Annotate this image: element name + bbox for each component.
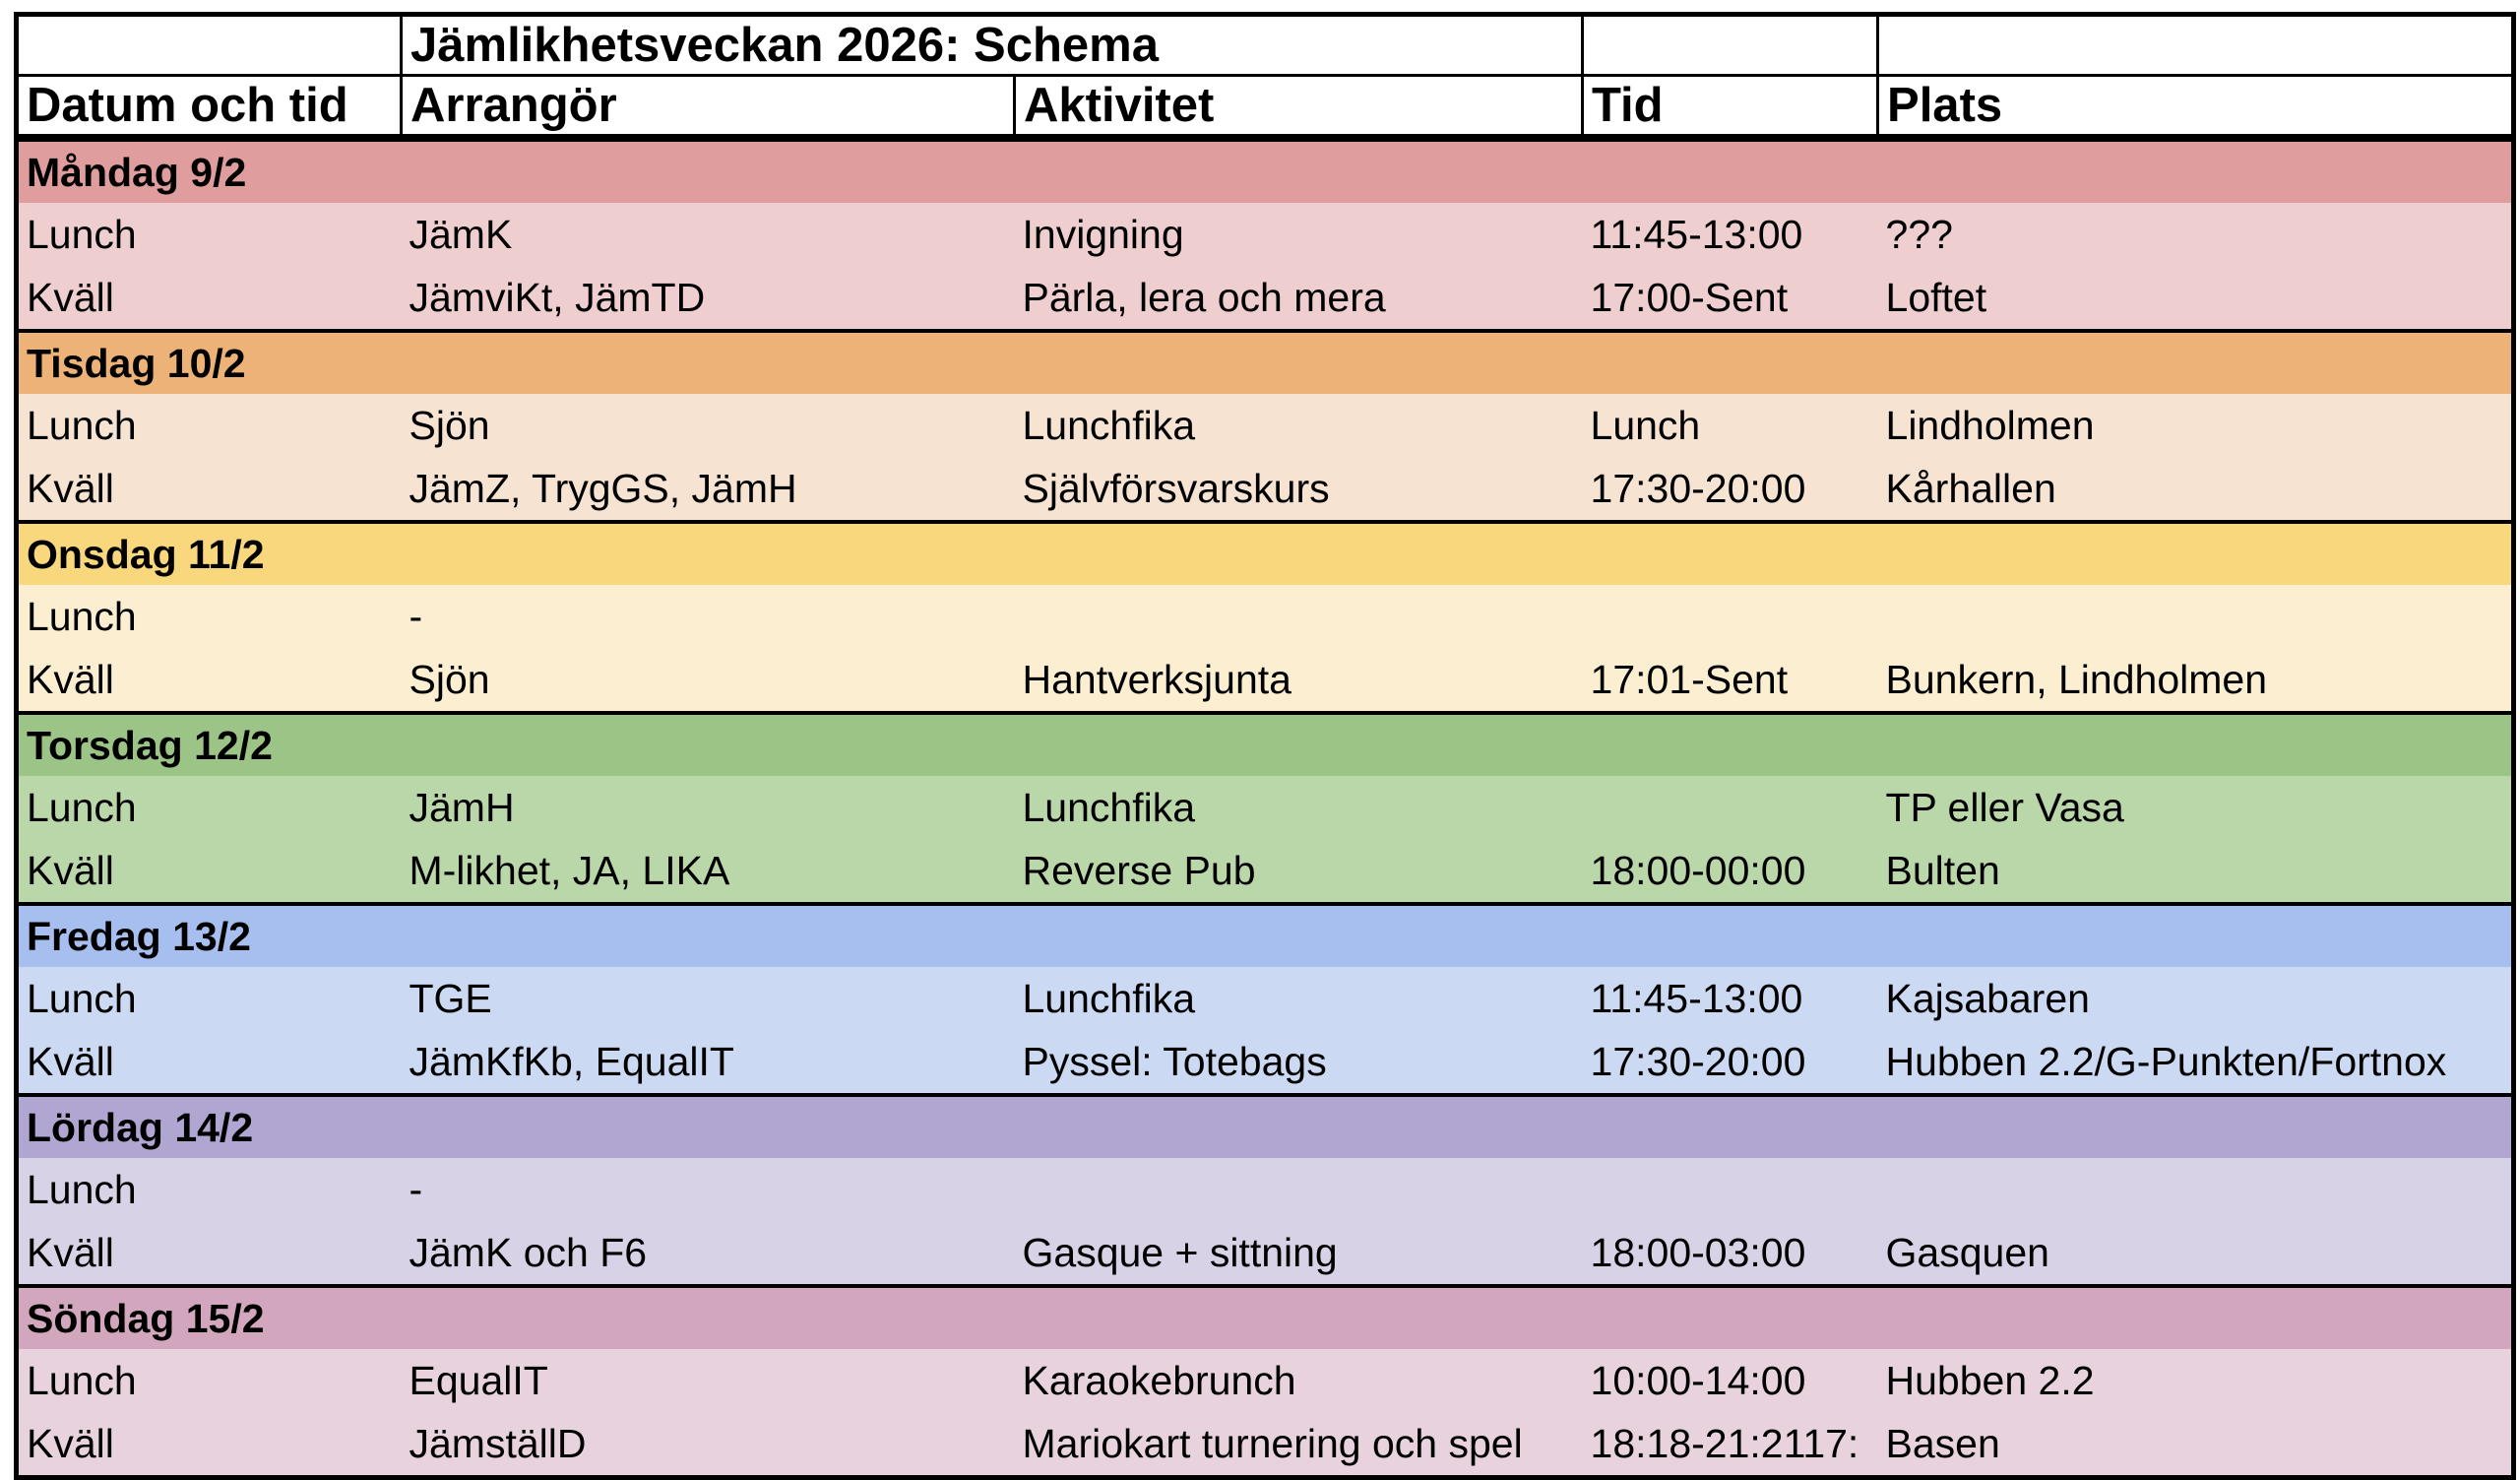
schedule-row [17, 1158, 2514, 1221]
header-arrangor: Arrangör [402, 76, 1015, 139]
cell-datum-och-tid: Kväll [17, 457, 402, 522]
day-header-blank-cell [1878, 713, 2514, 776]
day-header-blank-cell [1015, 904, 1583, 967]
cell-aktivitet: Lunchfika [1022, 402, 1196, 448]
cell-aktivitet [1015, 585, 1583, 648]
cell-datum-och-tid: Lunch [17, 1349, 402, 1412]
cell-plats: Bunkern, Lindholmen [1878, 648, 2514, 713]
header-row [17, 76, 2514, 139]
cell-datum-och-tid: Kväll [17, 648, 402, 713]
day-header-blank-cell [1015, 713, 1583, 776]
day-header-blank-cell [402, 1095, 1015, 1158]
cell-datum-och-tid: Kväll [17, 1412, 402, 1478]
schedule-row [17, 1412, 2514, 1478]
day-header-blank-cell [1583, 1286, 1878, 1349]
sheet-title: Jämlikhetsveckan 2026: Schema [402, 15, 1583, 76]
cell-tid: 17:00-Sent [1590, 274, 1789, 320]
day-header-blank-cell [1878, 1095, 2514, 1158]
schedule-row [17, 648, 2514, 713]
cell-tid: 17:30-20:00 [1590, 1038, 1806, 1084]
cell-arrangor: EqualIT [409, 1357, 548, 1403]
day-label: Söndag 15/2 [17, 1286, 402, 1349]
cell-plats: Kajsabaren [1878, 967, 2514, 1030]
day-header-row [17, 713, 2514, 776]
cell-datum-och-tid: Kväll [17, 266, 402, 331]
schedule-row [17, 967, 2514, 1030]
cell-datum-och-tid: Lunch [17, 967, 402, 1030]
cell-datum-och-tid: Kväll [17, 839, 402, 904]
cell-datum-och-tid: Kväll [17, 1030, 402, 1095]
cell-aktivitet: Lunchfika [1022, 784, 1196, 830]
day-label: Lördag 14/2 [17, 1095, 402, 1158]
cell-tid: Lunch [1590, 402, 1701, 448]
header-tid: Tid [1583, 76, 1878, 139]
cell-arrangor: JämKfKb, EqualIT [409, 1038, 734, 1084]
cell-arrangor: - [409, 1166, 423, 1212]
cell-arrangor: JämK och F6 [409, 1229, 648, 1275]
day-header-blank-cell [1015, 331, 1583, 394]
cell-tid: 17:30-20:00 [1590, 465, 1806, 511]
cell-arrangor: Sjön [409, 402, 490, 448]
cell-arrangor: TGE [409, 975, 492, 1021]
cell-aktivitet: Hantverksjunta [1022, 656, 1292, 702]
schedule-table [14, 12, 2516, 1480]
day-label: Fredag 13/2 [17, 904, 402, 967]
cell-aktivitet [1015, 1158, 1583, 1221]
day-header-blank-cell [1583, 522, 1878, 585]
title-blank-cell [1583, 15, 1878, 76]
day-header-blank-cell [1015, 138, 1583, 203]
schedule-row [17, 457, 2514, 522]
cell-aktivitet: Pyssel: Totebags [1022, 1038, 1327, 1084]
cell-arrangor: JämviKt, JämTD [409, 274, 706, 320]
day-header-row [17, 904, 2514, 967]
cell-aktivitet: Pärla, lera och mera [1022, 274, 1386, 320]
header-aktivitet: Aktivitet [1015, 76, 1583, 139]
day-header-blank-cell [1015, 522, 1583, 585]
day-header-blank-cell [1583, 138, 1878, 203]
cell-tid: 10:00-14:00 [1590, 1357, 1806, 1403]
schedule-row [17, 585, 2514, 648]
cell-datum-och-tid: Lunch [17, 394, 402, 457]
day-header-row [17, 1095, 2514, 1158]
cell-arrangor: JämH [409, 784, 515, 830]
cell-arrangor: JämZ, TrygGS, JämH [409, 465, 797, 511]
cell-datum-och-tid: Lunch [17, 776, 402, 839]
cell-aktivitet: Karaokebrunch [1022, 1357, 1296, 1403]
cell-arrangor: JämställD [402, 1412, 1015, 1478]
cell-arrangor: JämK [409, 211, 513, 257]
cell-plats: Bulten [1878, 839, 2514, 904]
day-header-blank-cell [402, 1286, 1015, 1349]
day-header-blank-cell [1878, 138, 2514, 203]
cell-tid: 11:45-13:00 [1590, 975, 1803, 1021]
day-header-row [17, 1286, 2514, 1349]
title-blank-cell [1878, 15, 2514, 76]
cell-tid: 18:00-03:00 [1590, 1229, 1806, 1275]
day-header-row [17, 138, 2514, 203]
cell-arrangor: - [409, 593, 423, 639]
cell-tid [1583, 585, 1878, 648]
cell-tid [1583, 1158, 1878, 1221]
schedule-row [17, 839, 2514, 904]
day-header-blank-cell [1878, 331, 2514, 394]
day-header-blank-cell [402, 331, 1015, 394]
cell-arrangor: Sjön [409, 656, 490, 702]
cell-datum-och-tid: Kväll [17, 1221, 402, 1286]
cell-tid [1583, 776, 1878, 839]
cell-plats [1878, 585, 2514, 648]
schedule-row [17, 203, 2514, 266]
cell-aktivitet: Gasque + sittning [1022, 1229, 1338, 1275]
day-header-blank-cell [1878, 904, 2514, 967]
day-header-row [17, 522, 2514, 585]
title-blank-cell [17, 15, 402, 76]
cell-tid: 18:00-00:00 [1590, 847, 1806, 893]
cell-datum-och-tid: Lunch [17, 203, 402, 266]
schedule-row [17, 1030, 2514, 1095]
header-plats: Plats [1878, 76, 2514, 139]
cell-plats: Hubben 2.2 [1878, 1349, 2514, 1412]
schedule-row [17, 776, 2514, 839]
cell-aktivitet: Självförsvarskurs [1022, 465, 1330, 511]
cell-aktivitet: Invigning [1022, 211, 1184, 257]
cell-plats: TP eller Vasa [1878, 776, 2514, 839]
day-header-blank-cell [402, 904, 1015, 967]
header-datum-och-tid: Datum och tid [17, 76, 402, 139]
cell-plats: ??? [1878, 203, 2514, 266]
cell-aktivitet: Lunchfika [1022, 975, 1196, 1021]
cell-plats [1878, 1158, 2514, 1221]
day-header-blank-cell [402, 713, 1015, 776]
cell-tid: 17:01-Sent [1590, 656, 1789, 702]
day-label: Måndag 9/2 [17, 138, 402, 203]
cell-aktivitet: Mariokart turnering och spel [1015, 1412, 1583, 1478]
day-header-blank-cell [1878, 522, 2514, 585]
day-header-blank-cell [1583, 1095, 1878, 1158]
day-header-row [17, 331, 2514, 394]
day-header-blank-cell [1583, 713, 1878, 776]
cell-arrangor: M-likhet, JA, LIKA [409, 847, 730, 893]
cell-plats: Hubben 2.2/G-Punkten/Fortnox [1878, 1030, 2514, 1095]
day-header-blank-cell [1583, 331, 1878, 394]
schedule-row [17, 394, 2514, 457]
cell-tid: 11:45-13:00 [1590, 211, 1803, 257]
day-label: Torsdag 12/2 [17, 713, 402, 776]
day-header-blank-cell [402, 522, 1015, 585]
schedule-row [17, 1221, 2514, 1286]
day-header-blank-cell [1583, 904, 1878, 967]
day-header-blank-cell [402, 138, 1015, 203]
day-label: Onsdag 11/2 [17, 522, 402, 585]
cell-datum-och-tid: Lunch [17, 1158, 402, 1221]
schedule-row [17, 1349, 2514, 1412]
day-header-blank-cell [1015, 1286, 1583, 1349]
schedule-row [17, 266, 2514, 331]
day-label: Tisdag 10/2 [17, 331, 402, 394]
cell-plats: Lindholmen [1878, 394, 2514, 457]
cell-plats: Kårhallen [1878, 457, 2514, 522]
cell-datum-och-tid: Lunch [17, 585, 402, 648]
cell-plats: Loftet [1878, 266, 2514, 331]
cell-tid: 18:18-21:2117: [1583, 1412, 1878, 1478]
day-header-blank-cell [1878, 1286, 2514, 1349]
day-header-blank-cell [1015, 1095, 1583, 1158]
cell-plats: Gasquen [1878, 1221, 2514, 1286]
cell-aktivitet: Reverse Pub [1022, 847, 1256, 893]
title-row [17, 15, 2514, 76]
cell-plats: Basen [1878, 1412, 2514, 1478]
